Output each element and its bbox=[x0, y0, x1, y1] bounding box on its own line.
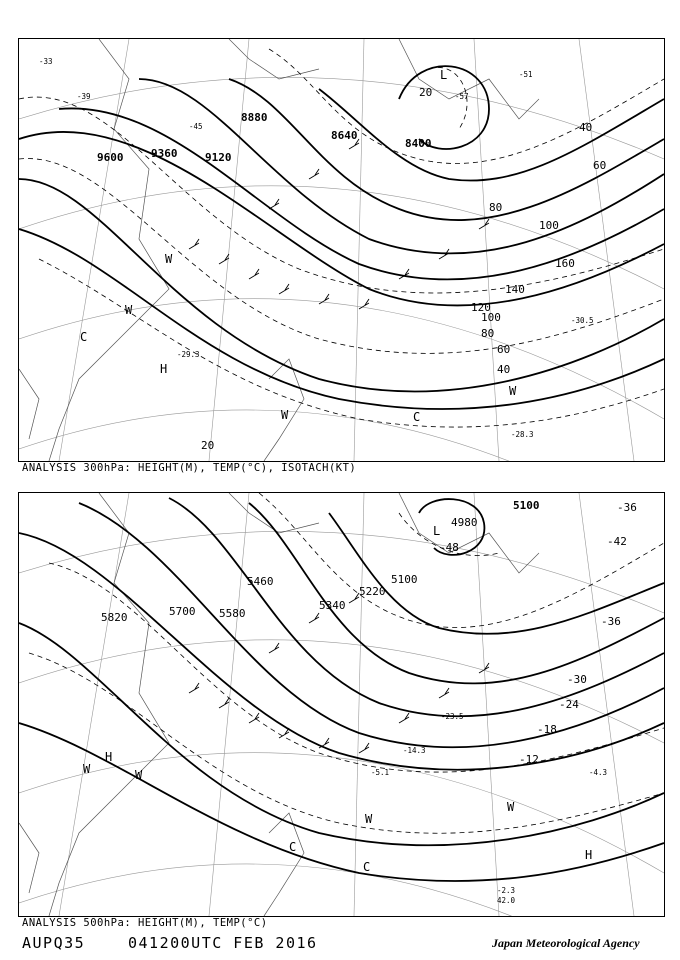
warm-center-symbol: W bbox=[281, 408, 289, 422]
isotach-label: 60 bbox=[593, 159, 607, 172]
height-label: 5100 bbox=[513, 499, 540, 512]
graticule-300 bbox=[19, 39, 664, 461]
height-contours-500 bbox=[19, 498, 664, 881]
cold-center-symbol: C bbox=[363, 860, 371, 874]
height-label: 5220 bbox=[359, 585, 386, 598]
temp-label: -51 bbox=[519, 70, 533, 79]
isotach-label: 100 bbox=[481, 311, 501, 324]
height-label: 8400 bbox=[405, 137, 432, 150]
warm-center-symbol: W bbox=[135, 768, 143, 782]
isotach-label: 20 bbox=[419, 86, 433, 99]
map-500hpa bbox=[18, 492, 665, 917]
chart-code: AUPQ35 bbox=[22, 934, 86, 952]
temp-labels-300 bbox=[39, 57, 594, 439]
cold-center-symbol: C bbox=[80, 330, 88, 344]
warm-center-symbol: W bbox=[509, 384, 517, 398]
temp-label: -29.3 bbox=[177, 350, 200, 359]
station-value: -2.3 bbox=[497, 886, 516, 895]
isotach-label: 40 bbox=[579, 121, 593, 134]
high-center-symbol: H bbox=[105, 750, 113, 764]
caption-300hpa: ANALYSIS 300hPa: HEIGHT(M), TEMP(°C), ISOTACH(KT) bbox=[22, 462, 357, 474]
low-center-symbol: L bbox=[433, 524, 441, 538]
height-labels-300 bbox=[97, 111, 432, 164]
station-value: -14.3 bbox=[403, 746, 426, 755]
height-label: 5460 bbox=[247, 575, 274, 588]
map-300hpa bbox=[18, 38, 665, 462]
isotherm-label: -36 bbox=[617, 501, 637, 514]
map-300hpa-canvas bbox=[19, 39, 664, 461]
high-center-symbol: H bbox=[160, 362, 168, 376]
warm-center-symbol: W bbox=[125, 303, 133, 317]
temp-label: -57 bbox=[455, 92, 469, 101]
height-label: 5340 bbox=[319, 599, 346, 612]
isotach-label: 60 bbox=[497, 343, 511, 356]
isotherms-300 bbox=[19, 49, 664, 427]
wind-barbs-300 bbox=[189, 139, 489, 309]
warm-center-symbol: W bbox=[165, 252, 173, 266]
isotach-label: 120 bbox=[471, 301, 491, 314]
isotherm-label: -18 bbox=[537, 723, 557, 736]
temp-label: -33 bbox=[39, 57, 53, 66]
station-value: -23.5 bbox=[441, 712, 464, 721]
height-label: 9360 bbox=[151, 147, 178, 160]
isotherm-label: -12 bbox=[519, 753, 539, 766]
valid-time: 041200UTC FEB 2016 bbox=[128, 934, 318, 952]
isotach-label: 80 bbox=[481, 327, 495, 340]
station-value: 42.0 bbox=[497, 896, 516, 905]
warm-center-symbol: W bbox=[365, 812, 373, 826]
isotach-label: 80 bbox=[489, 201, 503, 214]
height-label: 5820 bbox=[101, 611, 128, 624]
station-values-500 bbox=[371, 712, 607, 905]
temp-label: -28.3 bbox=[511, 430, 534, 439]
map-500hpa-canvas bbox=[19, 493, 664, 916]
isotach-label: 140 bbox=[505, 283, 525, 296]
centers-500 bbox=[83, 524, 592, 874]
low-center-symbol: L bbox=[440, 68, 448, 82]
isotherm-label: -24 bbox=[559, 698, 579, 711]
height-label: 9120 bbox=[205, 151, 232, 164]
isotach-label: 40 bbox=[497, 363, 511, 376]
height-label: 5100 bbox=[391, 573, 418, 586]
height-label: 8640 bbox=[331, 129, 358, 142]
temp-label: -30.5 bbox=[571, 316, 594, 325]
height-label: 9600 bbox=[97, 151, 124, 164]
temp-label: -39 bbox=[77, 92, 91, 101]
warm-center-symbol: W bbox=[507, 800, 515, 814]
warm-center-symbol: W bbox=[83, 762, 91, 776]
cold-center-symbol: C bbox=[413, 410, 421, 424]
isotach-label: 100 bbox=[539, 219, 559, 232]
height-labels-500 bbox=[101, 499, 540, 624]
isotherm-label: -36 bbox=[601, 615, 621, 628]
coastline-500 bbox=[19, 493, 539, 916]
isotach-label: 20 bbox=[201, 439, 215, 452]
station-value: -5.1 bbox=[371, 768, 390, 777]
isotach-labels-300 bbox=[201, 86, 606, 452]
isotherm-label: -30 bbox=[567, 673, 587, 686]
high-center-symbol: H bbox=[585, 848, 593, 862]
isotherm-label: -48 bbox=[439, 541, 459, 554]
agency-credit: Japan Meteorological Agency bbox=[492, 936, 640, 950]
height-label: 8880 bbox=[241, 111, 268, 124]
height-label: 5580 bbox=[219, 607, 246, 620]
cold-center-symbol: C bbox=[289, 840, 297, 854]
height-label: 5700 bbox=[169, 605, 196, 618]
station-value: -4.3 bbox=[589, 768, 608, 777]
temp-label: -45 bbox=[189, 122, 203, 131]
isotach-label: 160 bbox=[555, 257, 575, 270]
isotherm-label: -42 bbox=[607, 535, 627, 548]
height-label: 4980 bbox=[451, 516, 478, 529]
caption-500hpa: ANALYSIS 500hPa: HEIGHT(M), TEMP(°C) bbox=[22, 917, 268, 929]
coastline-300 bbox=[19, 39, 539, 461]
